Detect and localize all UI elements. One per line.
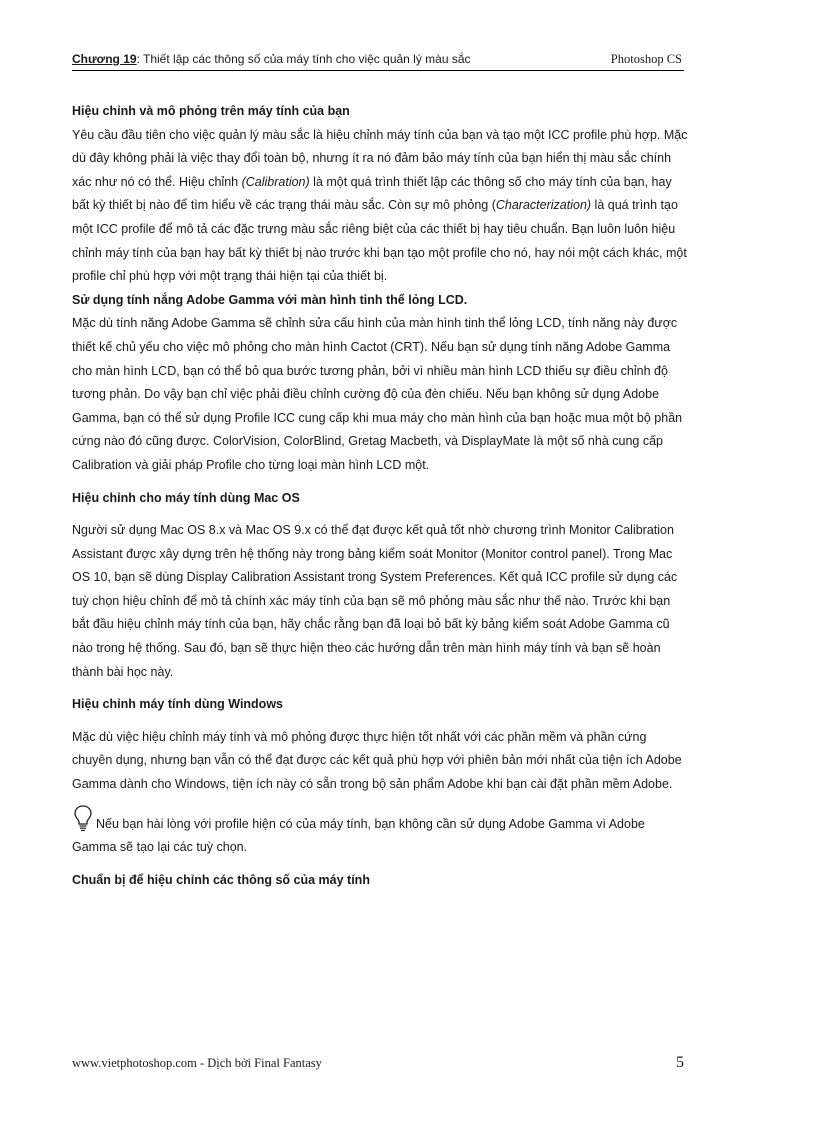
paragraph-calibration — [72, 124, 690, 289]
tip-note — [72, 804, 690, 860]
lightbulb-icon — [72, 804, 94, 832]
term-characterization: Characterization) — [495, 198, 592, 213]
paragraph-lcd: Mặc dù tính năng Adobe Gamma sẽ chỉnh sửa cấu hình của màn hình tinh thể lỏng LCD, tính năng này được thiết kế chủ yếu cho việc mô phỏng cho màn hình Cactot (CRT). Nếu bạn sử dụng tính năng Adobe Gamma cho màn hình LCD, bạn có thể bỏ qua bước tương phản, bởi vì nhiều màn hình LCD thiếu sự điều chỉnh độ tương phản. Do vậy bạn chỉ việc phải điều chỉnh cường độ của đèn chiếu. Nếu bạn không sử dụng Adobe Gamma, bạn có thể sử dụng Profile ICC cung cấp khi mua máy cho màn hình của bạn hoặc mua một bộ phần cứng nào đó cũng được. ColorVision, ColorBlind, Gretag Macbeth, và DisplayMate là một số nhà cung cấp Calibration và giải pháp Profile cho từng loại màn hình LCD một. — [72, 316, 683, 472]
page-number: 5 — [676, 1054, 684, 1071]
app-name: Photoshop CS — [610, 52, 682, 66]
paragraph-text: là quá trình tạo một ICC profile để mô tả các đặc trưng màu sắc riêng biệt của các thiết bị hay tiêu chuẩn. Bạn luôn luôn hiệu chỉnh máy tính của bạn hay bất kỳ thiết bị nào trước khi bạn tạo một profile cho nó, hay nói một cách khác, một profile chỉ phù hợp với một trạng thái hiện tại của thiết bị. — [72, 198, 687, 284]
section-heading-prepare: Chuẩn bị để hiệu chỉnh các thông số của máy tính — [72, 872, 370, 887]
page-header — [72, 52, 684, 71]
section-heading-lcd: Sử dụng tính nắng Adobe Gamma với màn hình tinh thể lỏng LCD. — [72, 292, 468, 307]
chapter-title-text: : Thiết lập các thông số của máy tính cho việc quản lý màu sắc — [136, 52, 471, 66]
paragraph-mac-os: Người sử dụng Mac OS 8.x và Mac OS 9.x có thể đạt được kết quả tốt nhờ chương trình Monitor Calibration Assistant được xây dựng trên hệ thống này trong bảng kiểm soát Monitor (Monitor control panel). Trong Mac OS 10, bạn sẽ dùng Display Calibration Assistant trong System Preferences. Kết quả ICC profile sử dụng các tuỳ chọn hiệu chỉnh để mô tả chính xác máy tính của bạn sẽ mô phỏng màu sắc như thế nào. Trước khi bạn bắt đầu hiệu chỉnh máy tính của bạn, hãy chắc rằng bạn đã loại bỏ bất kỳ bảng kiểm soát Adobe Gamma cũ nào trong hệ thống. Sau đó, bạn sẽ thực hiện theo các hướng dẫn trên màn hình máy tính và bạn sẽ hoàn thành bài học này. — [72, 523, 678, 679]
chapter-title — [72, 52, 471, 66]
page-body — [72, 100, 690, 892]
paragraph-text: là một quá trình thiết lập các thông số cho máy tính của bạn, hay bất kỳ thiết bị nào để tìm hiểu về các trạng thái màu sắc. Còn sự mô phỏng ( — [72, 174, 672, 213]
paragraph-text: Yêu cầu đầu tiên cho việc quản lý màu sắc là hiệu chỉnh máy tính của bạn và tạo một ICC profile phù hợp. Mặc dù đây không phải là việc thay đổi toàn bộ, nhưng ít ra nó đảm bảo máy tính của bạn hiển thị màu sắc chính xác như nó có thể. Hiệu chỉnh — [72, 127, 688, 189]
term-calibration: (Calibration) — [241, 174, 310, 189]
chapter-label: Chương 19 — [72, 52, 137, 66]
footer-credit: www.vietphotoshop.com - Dịch bởi Final Fantasy — [72, 1056, 322, 1070]
tip-text: Nếu bạn hài lòng với profile hiện có của máy tính, bạn không cần sử dụng Adobe Gamma vì Adobe Gamma sẽ tạo lại các tuỳ chọn. — [72, 816, 645, 855]
section-heading-mac-os: Hiệu chỉnh cho máy tính dùng Mac OS — [72, 490, 300, 505]
section-heading-calibration: Hiệu chỉnh và mô phỏng trên máy tính của bạn — [72, 104, 350, 118]
section-heading-windows: Hiệu chỉnh máy tính dùng Windows — [72, 697, 283, 712]
paragraph-windows: Mặc dù việc hiệu chỉnh máy tính và mô phỏng được thực hiện tốt nhất với các phần mềm và phần cứng chuyên dụng, nhưng bạn vẫn có thể đạt được các kết quả phù hợp với phiên bản mới nhất của tiện ích Adobe Gamma dành cho Windows, tiện ích này có sẵn trong bộ sản phẩm Adobe khi bạn cài đặt phần mềm Adobe. — [72, 729, 682, 792]
